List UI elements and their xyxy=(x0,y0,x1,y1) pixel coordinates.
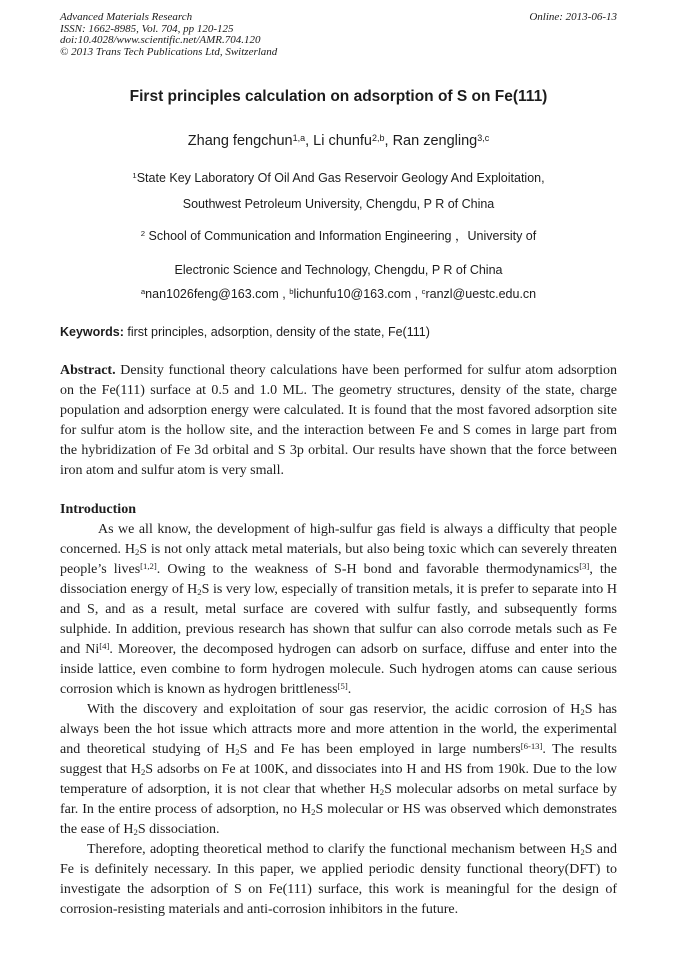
affiliation-line-4: Electronic Science and Technology, Chengdu, P R of China xyxy=(174,263,503,277)
affiliation-line-2: Southwest Petroleum University, Chengdu, P R of China xyxy=(182,197,495,211)
keywords-text: first principles, adsorption, density of the state, Fe(111) xyxy=(127,325,430,339)
paper-title: First principles calculation on adsorption of S on Fe(111) xyxy=(129,88,548,105)
intro-paragraph-2: With the discovery and exploitation of sour gas reservior, the acidic corrosion of $H_2S$ has always been the hot issue which attracts more and more attention in the world, the experimental and theoretical studying of $H_2S$ and Fe has been employed in large numbers[6-13]. The results suggest that $H_2S$ adsorbs on Fe at 100K, and dissociates into H and HS from 190k. Due to the low temperature of adsorption, it is not clear that whether $H_2S$ molecular adsorbs on metal surface by far. In the entire process of adsorption, no $H_2S$ molecular or HS was observed which demonstrates the ease of $H_2S$ dissociation. xyxy=(60,702,617,838)
intro-paragraph-3: Therefore, adopting theoretical method to clarify the functional mechanism between $H_2S$ and Fe is definitely necessary. In this paper, we applied periodic density functional theory(DFT) to investigate the adsorption of S on Fe(111) surface, this work is meaningful for the design of corrosion-resisting materials and anti-corrosion inhibitors in the future. xyxy=(60,842,618,917)
journal-header-left xyxy=(60,12,277,58)
section-heading-introduction: Introduction xyxy=(60,502,136,517)
journal-header xyxy=(60,12,617,58)
affiliation-line-3: $^2$ School of Communication and Information Engineering ，University of xyxy=(140,229,537,243)
emails-line: $^a$nan1026feng@163.com , $^b$lichunfu10@163.com , $^c$ranzl@uestc.edu.cn xyxy=(140,287,537,301)
issn-line: ISSN: 1662-8985, Vol. 704, pp 120-125 xyxy=(60,22,234,35)
keywords-label: Keywords: xyxy=(60,325,124,339)
copyright-line: © 2013 Trans Tech Publications Ltd, Switzerland xyxy=(60,45,278,58)
journal-name: Advanced Materials Research xyxy=(60,11,193,23)
doi-line: doi:10.4028/www.scientific.net/AMR.704.120 xyxy=(60,34,261,46)
abstract-text: Density functional theory calculations have been performed for sulfur atom adsorption on the Fe(111) surface at 0.5 and 1.0 ML. The geometry structures, density of the state, charge population and adsorption energy were calculated. It is found that the most favored adsorption site for sulfur atom is the hollow site, and the interaction between Fe and S comes in large part from the hybridization of Fe 3d orbital and S 3p orbital. Our results have shown that the force between iron atom and sulfur atom is very small. xyxy=(60,363,617,478)
keywords-line xyxy=(60,325,617,340)
intro-paragraph-1: As we all know, the development of high-sulfur gas field is always a difficulty that people concerned. $H_2S$ is not only attack metal materials, but also being toxic which can severely threaten people’s lives[1,2]. Owing to the weakness of S-H bond and favorable thermodynamics[3], the dissociation energy of $H_2S$ is very low, especially of transition metals, it is prefer to separate into H and S, and as a result, metal surface are covered with sulfur fastly, and subsequently forms sulphide. In addition, previous research has shown that sulfur can also corrode metals such as Fe and Ni[4]. Moreover, the decomposed hydrogen can adsorb on surface, diffuse and enter into the inside lattice, even combine to form hydrogen molecule. Such hydrogen atoms can cause serious corrosion which is known as hydrogen brittleness[5]. xyxy=(60,522,617,697)
authors-line: Zhang fengchun$^{1,a}$, Li chunfu$^{2,b}$, Ran zengling$^{3,c}$ xyxy=(187,132,490,149)
abstract-label: Abstract. xyxy=(60,363,116,378)
online-date: Online: 2013-06-13 xyxy=(529,11,617,23)
affiliation-line-1: $^1$State Key Laboratory Of Oil And Gas Reservoir Geology And Exploitation, xyxy=(132,171,545,185)
abstract xyxy=(60,361,617,481)
